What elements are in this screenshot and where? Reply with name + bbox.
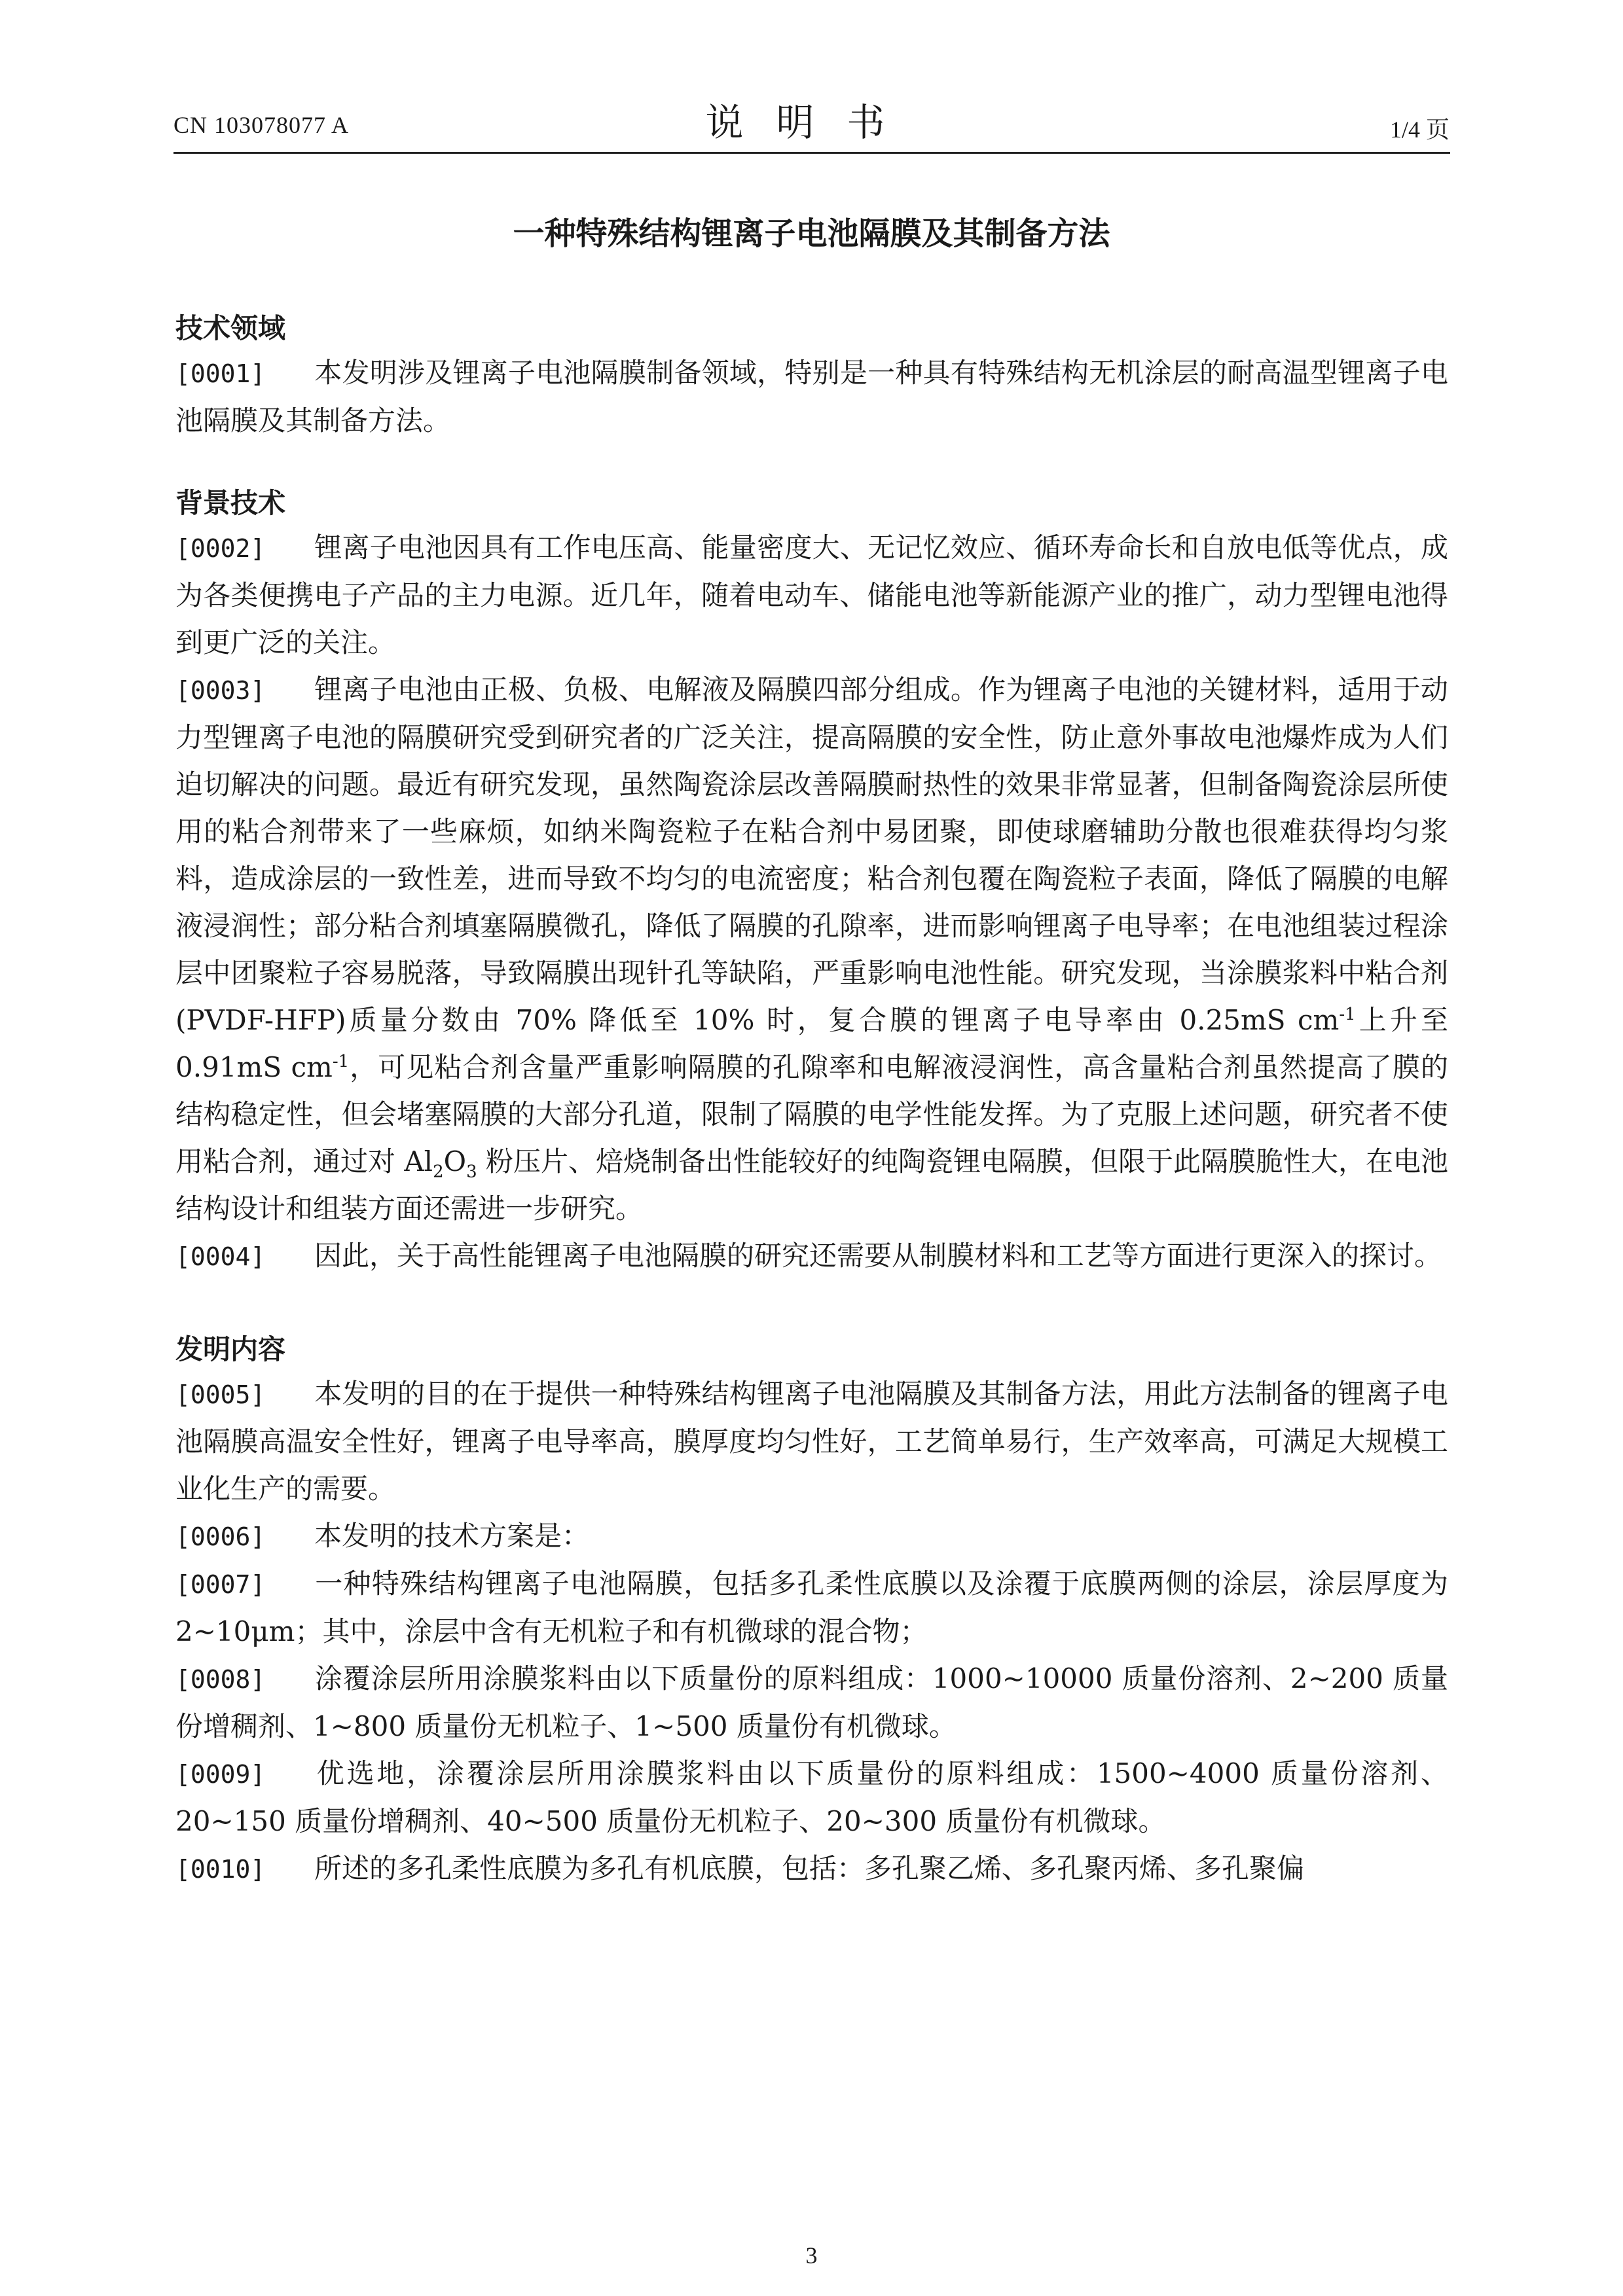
paragraph-text: 本发明的技术方案是： [314,1520,590,1552]
paragraph-text: 本发明的目的在于提供一种特殊结构锂离子电池隔膜及其制备方法，用此方法制备的锂离子电池隔膜高温安全性好，锂离子电导率高，膜厚度均匀性好，工艺简单易行，生产效率高，可满足大规模工业化生产的需要。 [175,1378,1448,1505]
document-type: 说明书 [705,100,918,145]
paragraph-number: [0010] [175,1855,266,1884]
paragraph-number: [0004] [175,1242,266,1271]
subscript: 3 [466,1162,477,1182]
superscript: -1 [332,1052,350,1071]
paragraph-text: ，可见粘合剂含量严重影响隔膜的孔隙率和电解液浸润性，高含量粘合剂虽然提高了膜的结构稳定性，但会堵塞隔膜的大部分孔道，限制了隔膜的电学性能发挥。为了克服上述问题，研究者不使用粘合剂，通过对 Al [175,1051,1448,1177]
page-number: 3 [805,2242,818,2269]
paragraph-number: [0008] [175,1665,266,1694]
paragraph-number: [0001] [175,359,266,388]
paragraph-text: 优选地，涂覆涂层所用涂膜浆料由以下质量份的原料组成：1500~4000 质量份溶剂、20~150 质量份增稠剂、40~500 质量份无机粒子、20~300 质量份有机微球。 [175,1757,1448,1837]
paragraph-0001 [175,350,1448,444]
paragraph-number: [0009] [175,1760,266,1789]
superscript: -1 [1339,1005,1356,1024]
paragraph-text: 因此，关于高性能锂离子电池隔膜的研究还需要从制膜材料和工艺等方面进行更深入的探讨。 [314,1240,1442,1272]
paragraph-text: 本发明涉及锂离子电池隔膜制备领域，特别是一种具有特殊结构无机涂层的耐高温型锂离子电池隔膜及其制备方法。 [175,357,1448,437]
paragraph-text: 所述的多孔柔性底膜为多孔有机底膜，包括：多孔聚乙烯、多孔聚丙烯、多孔聚偏 [314,1852,1305,1884]
paragraph-0006 [175,1513,1448,1560]
paragraph-0004 [175,1232,1448,1280]
paragraph-0008 [175,1655,1448,1750]
document-title: 一种特殊结构锂离子电池隔膜及其制备方法 [513,215,1110,252]
page-indicator: 1/4 页 [1389,117,1450,143]
paragraph-0007 [175,1560,1448,1655]
paragraph-number: [0003] [175,676,266,705]
section-heading-tech-field: 技术领域 [175,312,286,344]
paragraph-text: 锂离子电池因具有工作电压高、能量密度大、无记忆效应、循环寿命长和自放电低等优点，成为各类便携电子产品的主力电源。近几年，随着电动车、储能电池等新能源产业的推广，动力型锂电池得到更广泛的关注。 [175,531,1448,658]
subscript: 2 [433,1162,444,1182]
section-heading-background: 背景技术 [175,487,286,519]
paragraph-0002 [175,524,1448,666]
section-heading-invention: 发明内容 [175,1333,286,1365]
paragraph-text: 一种特殊结构锂离子电池隔膜，包括多孔柔性底膜以及涂覆于底膜两侧的涂层，涂层厚度为 2~10μm；其中，涂层中含有无机粒子和有机微球的混合物； [175,1568,1448,1647]
paragraph-text: 粉压片、焙烧制备出性能较好的纯陶瓷锂电隔膜，但限于此隔膜脆性大，在电池结构设计和组装方面还需进一步研究。 [175,1145,1449,1225]
paragraph-number: [0006] [175,1522,266,1551]
paragraph-0010 [175,1845,1448,1893]
document-body [175,308,1448,1893]
patent-number: CN 103078077 A [173,112,350,138]
paragraph-text: 涂覆涂层所用涂膜浆料由以下质量份的原料组成：1000~10000 质量份溶剂、2~200 质量份增稠剂、1~800 质量份无机粒子、1~500 质量份有机微球。 [175,1662,1448,1742]
paragraph-text: 锂离子电池由正极、负极、电解液及隔膜四部分组成。作为锂离子电池的关键材料，适用于动力型锂离子电池的隔膜研究受到研究者的广泛关注，提高隔膜的安全性，防止意外事故电池爆炸成为人们迫切解决的问题。最近有研究发现，虽然陶瓷涂层改善隔膜耐热性的效果非常显著，但制备陶瓷涂层所使用的粘合剂带来了一些麻烦，如纳米陶瓷粒子在粘合剂中易团聚，即使球磨辅助分散也很难获得均匀浆料，造成涂层的一致性差，进而导致不均匀的电流密度；粘合剂包覆在陶瓷粒子表面，降低了隔膜的电解液浸润性；部分粘合剂填塞隔膜微孔，降低了隔膜的孔隙率，进而影响锂离子电导率；在电池组装过程涂层中团聚粒子容易脱落，导致隔膜出现针孔等缺陷，严重影响电池性能。研究发现，当涂膜浆料中粘合剂(PVDF-HFP)质量分数由 70% 降低至 10% 时，复合膜的锂离子电导率由 0.25mS cm [175,673,1448,1036]
paragraph-number: [0007] [175,1570,266,1599]
paragraph-0003 [175,666,1448,1232]
paragraph-0009 [175,1750,1448,1845]
paragraph-number: [0005] [175,1380,266,1409]
paragraph-0005 [175,1371,1448,1513]
paragraph-text: O [443,1145,467,1177]
paragraph-number: [0002] [175,534,266,563]
header-rule [173,152,1450,154]
paragraph-text: 上升至 0.91mS cm [175,1004,1448,1083]
